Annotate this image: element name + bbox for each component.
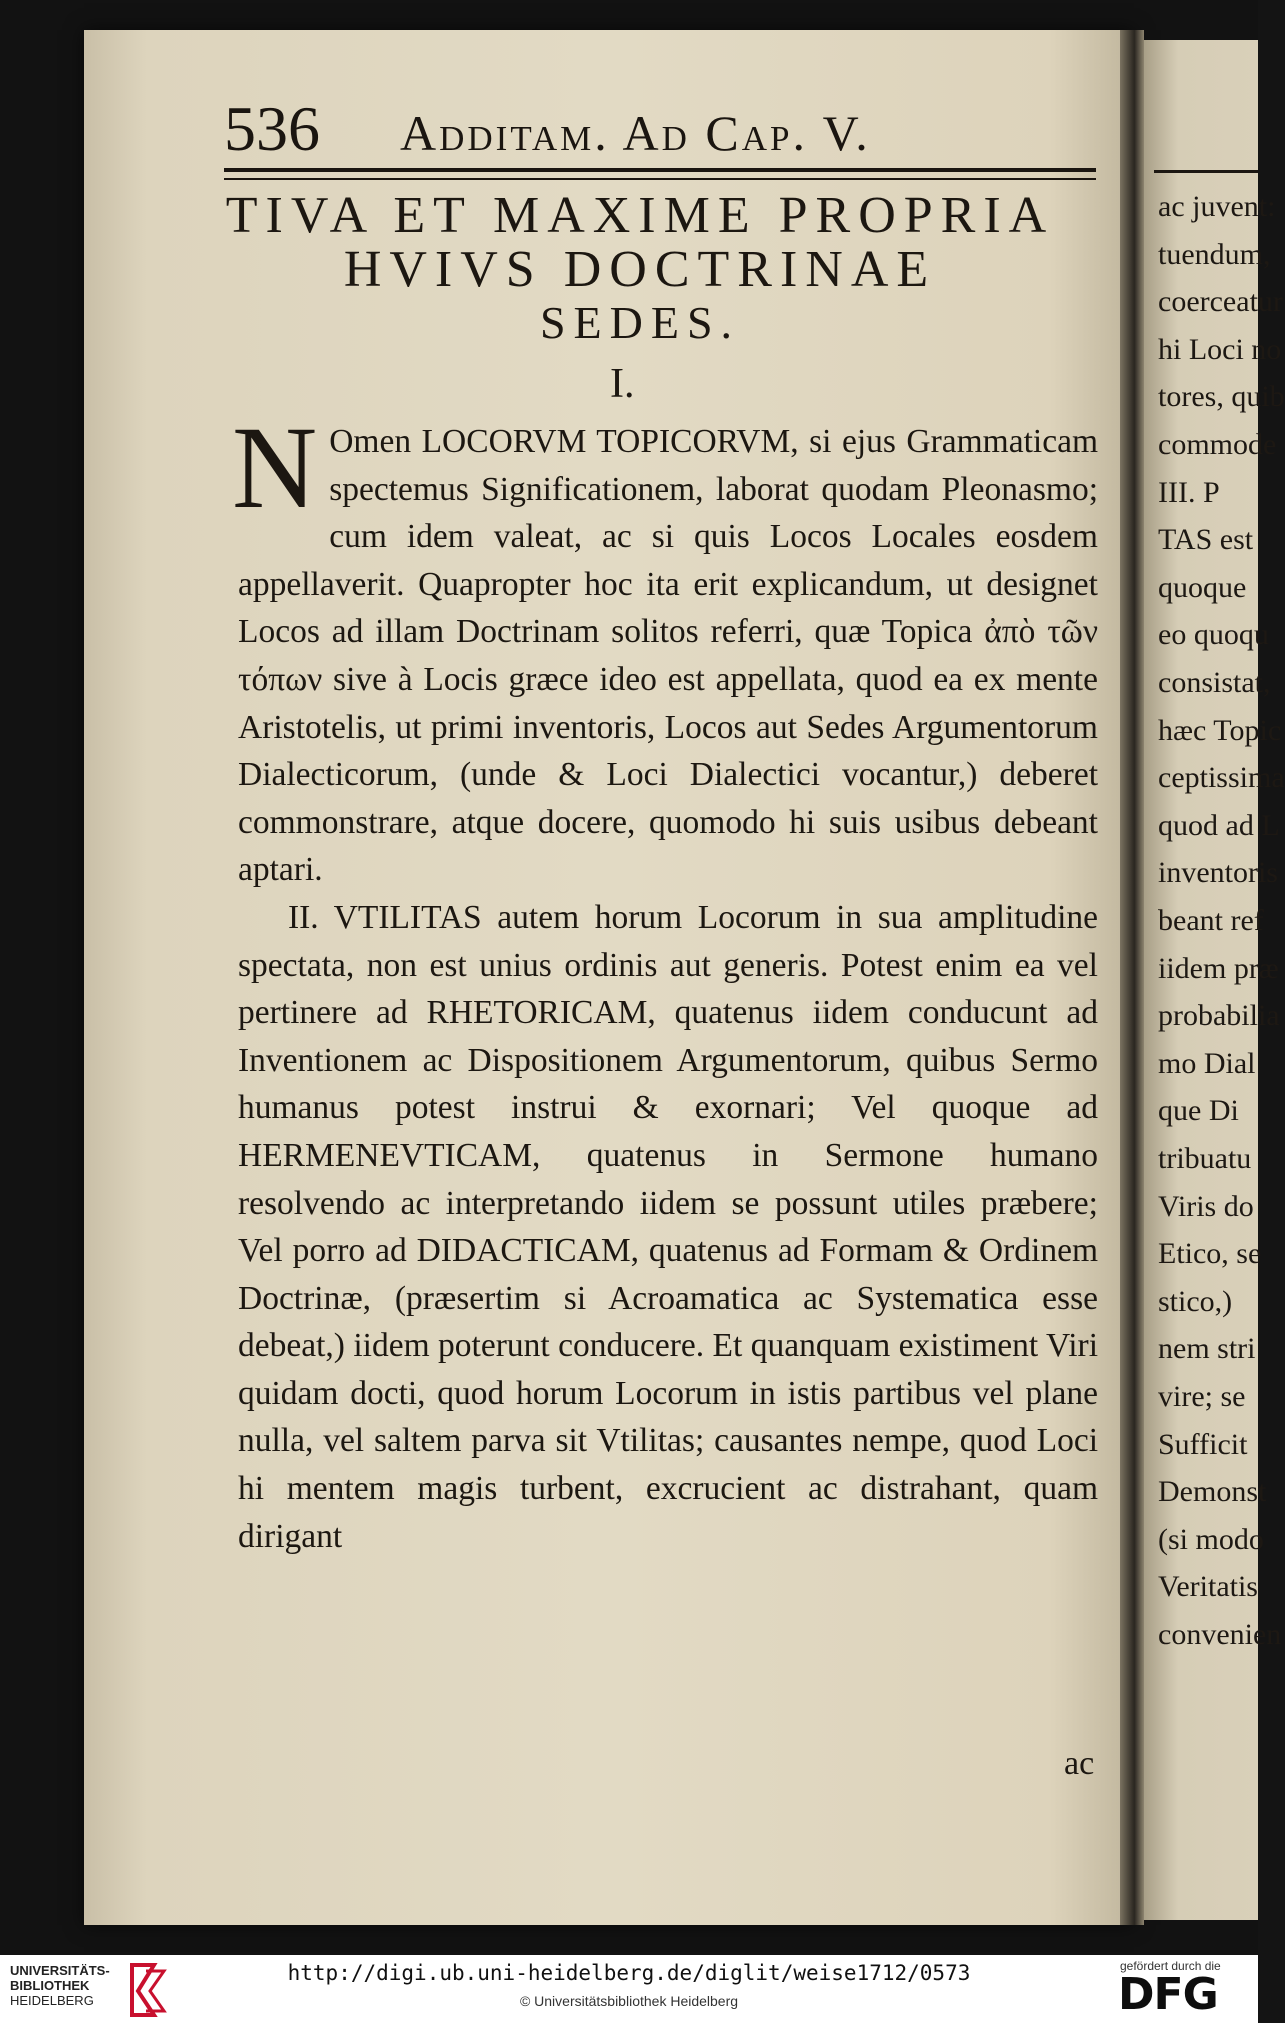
body-text — [232, 402, 1098, 1560]
header-rule-thin — [224, 178, 1096, 180]
header-rule — [224, 168, 1096, 172]
paragraph-2: II. VTILITAS autem horum Locorum in sua amplitudine spectata, non est unius ordinis aut generis. Potest enim ea vel pertinere ad RHETORICAM, quatenus iidem conducunt ad Inventionem ac Dispositionem Argumentorum, quibus Sermo humanus potest instrui & exornari; Vel quoque ad HERMENEVTICAM, quatenus in Sermone humano resolvendo ac interpretando iidem se possunt utiles præbere; Vel porro ad DIDACTICAM, quatenus ad Formam & Ordinem Doctrinæ, (præsertim si Acroamatica ac Systematica esse debeat,) iidem poterunt conducere. Et quanquam existiment Viri quidam docti, quod horum Locorum in istis partibus vel plane nulla, vel saltem parva sit Vtilitas; causantes nempe, quod Loci hi mentem magis turbent, excrucient ac distrahant, quam dirigant — [238, 898, 1098, 1555]
facing-page-text: TAS est — [1158, 523, 1254, 557]
facing-page-rule — [1154, 170, 1258, 173]
title-line-2: HVIVS DOCTRINAE — [343, 241, 937, 298]
facing-page-text: hi Loci no — [1158, 332, 1282, 366]
facing-page-text: Viris do — [1158, 1189, 1254, 1223]
paragraph-1 — [232, 402, 1098, 894]
facing-page-text: vire; se — [1158, 1380, 1246, 1413]
viewer-footer — [0, 1955, 1258, 2023]
facing-page-text: probabilia — [1158, 999, 1280, 1033]
facing-page-text: Veritatis — [1158, 1570, 1258, 1604]
facing-page-text: que Di — [1158, 1094, 1239, 1128]
dfg-logo[interactable]: DFG — [1118, 1969, 1218, 2020]
facing-page-text: iidem præ — [1158, 951, 1279, 985]
facing-page-text: nem stri — [1158, 1332, 1256, 1366]
running-head: Additam. Ad Cap. V. — [400, 105, 871, 161]
facing-page-text: Sufficit — [1158, 1427, 1248, 1461]
facing-page-text: Demonst — [1158, 1475, 1267, 1509]
library-name-line-3: HEIDELBERG — [10, 1993, 94, 2008]
facing-page-text: quoque — [1158, 570, 1247, 604]
page-number: 536 — [224, 93, 320, 164]
paragraph-1-text: Omen LOCORVM TOPICORVM, si ejus Grammaticam spectemus Significationem, laborat quodam Pleonasmo; cum idem valeat, ac si quis Locos Locales eosdem appellaverit. Quapropter hoc ita erit explicandum, ut designet Locos ad illam Doctrinam solitos referri, quæ Topica ἀπὸ τῶν τόπων sive à Locis græce ideo est appellata, quod ea ex mente Aristotelis, ut primi inventoris, Locos aut Sedes Argumentorum Dialecticorum, (unde & Loci Dialectici vocantur,) deberet commonstrare, atque docere, quomodo hi suis usibus debeant aptari. — [238, 423, 1098, 889]
facing-page-text: hæc Topic — [1158, 713, 1282, 747]
facing-page-text: mo Dial — [1158, 1046, 1256, 1080]
facing-page-text: (si modo — [1158, 1522, 1264, 1556]
copyright-notice: © Universitätsbibliothek Heidelberg — [519, 1993, 739, 2009]
facing-page-text: tuendum, — [1158, 237, 1271, 271]
facing-page-text: inventoris — [1158, 856, 1278, 890]
title-line-3: SEDES. — [539, 297, 741, 348]
book-gutter — [1120, 30, 1144, 1925]
facing-page-text: coerceatur — [1158, 285, 1283, 319]
facing-page-text: tores, quib — [1158, 380, 1285, 414]
facing-page-fragment — [1144, 40, 1285, 1920]
library-name-line-2: BIBLIOTHEK — [10, 1978, 90, 1993]
facing-page-text: quod ad L — [1158, 808, 1280, 842]
facing-page-text: eo quoqu — [1158, 618, 1269, 652]
facing-page-text: stico,) — [1158, 1284, 1233, 1318]
facing-page-text: consistat, — [1158, 666, 1271, 699]
section-number: I. — [610, 361, 635, 407]
facing-page-text: convenien — [1158, 1618, 1282, 1651]
facing-page-text: ceptissima — [1158, 761, 1285, 795]
facing-page-text: beant ref — [1158, 904, 1264, 937]
facing-page-text: III. P — [1158, 475, 1220, 509]
catchword: ac — [1064, 1745, 1095, 1782]
funded-by-label: gefördert durch die — [1120, 1959, 1221, 1973]
facing-page-text: ac juvent: — [1158, 190, 1276, 223]
permalink-url[interactable]: http://digi.ub.uni-heidelberg.de/diglit/weise1712/0573 — [287, 1961, 971, 1985]
facing-page-text: Etico, se — [1158, 1237, 1262, 1271]
facing-page-text: commode — [1158, 428, 1277, 461]
drop-cap: N — [232, 402, 318, 533]
library-name-line-1: UNIVERSITÄTS- — [10, 1963, 110, 1978]
facing-page-text: tribuatu — [1158, 1142, 1252, 1175]
title-line-1: TIVA ET MAXIME PROPRIA — [225, 187, 1055, 244]
